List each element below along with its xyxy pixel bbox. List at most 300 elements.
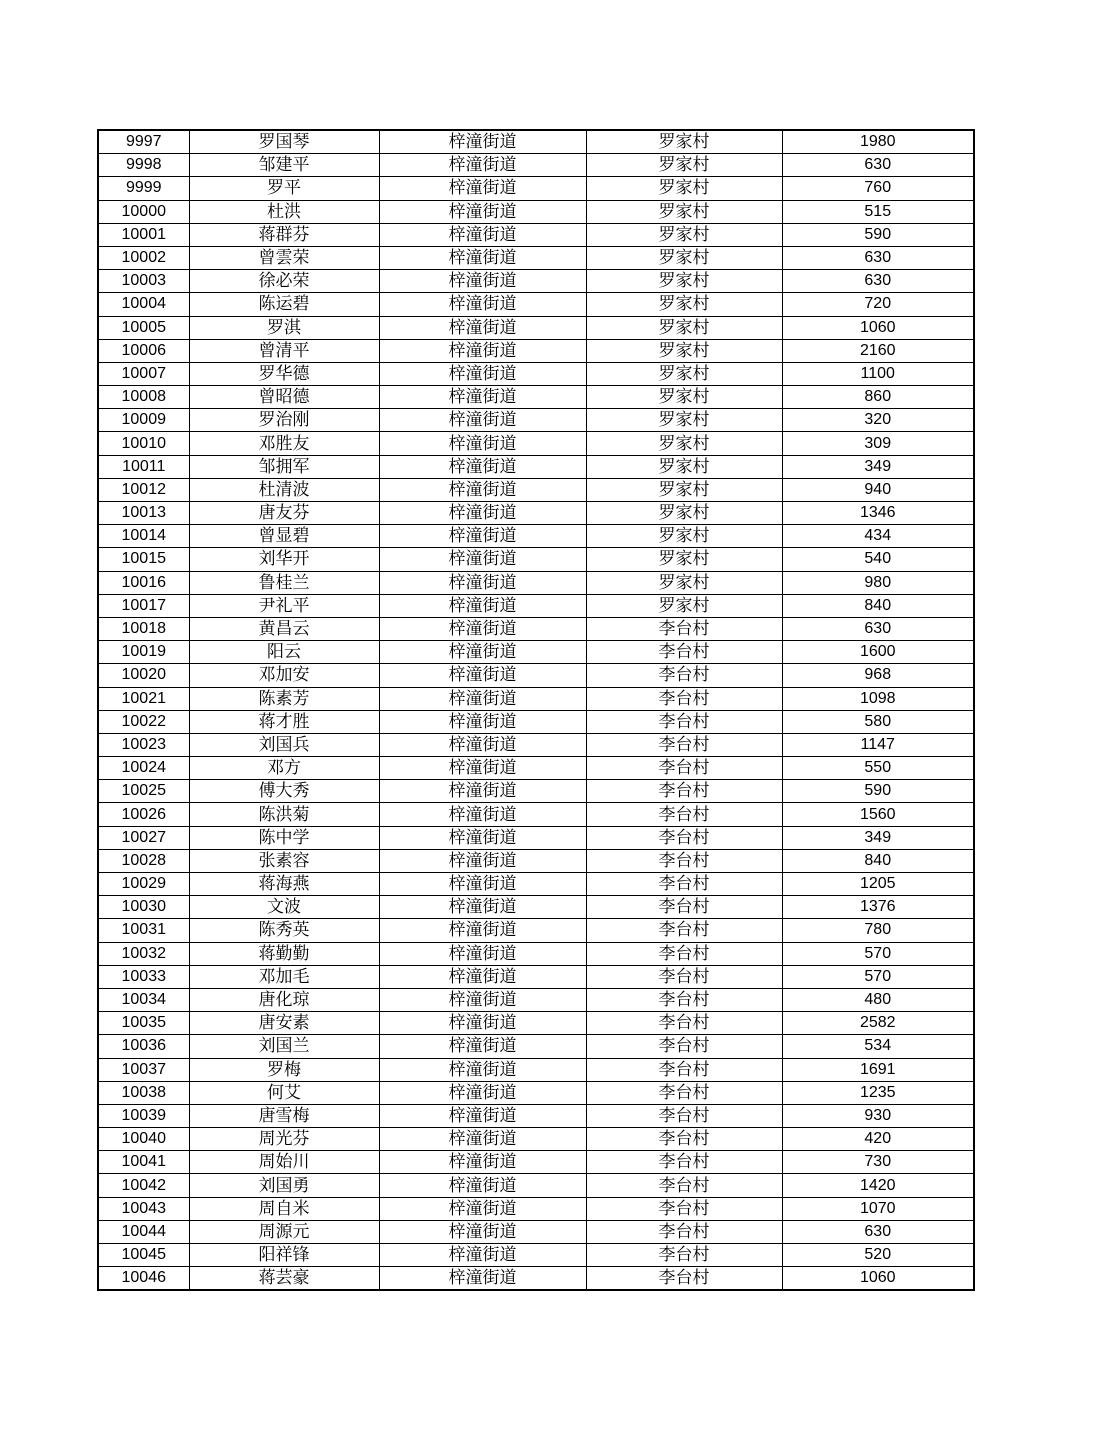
row-number-cell: 10035 — [98, 1012, 189, 1035]
amount-cell: 630 — [782, 246, 974, 269]
table-row — [98, 223, 974, 246]
street-cell: 梓潼街道 — [379, 362, 586, 385]
name-cell: 邓加安 — [189, 664, 379, 687]
table-row — [98, 478, 974, 501]
table-row — [98, 1012, 974, 1035]
name-cell: 尹礼平 — [189, 594, 379, 617]
village-cell: 罗家村 — [586, 177, 782, 200]
amount-cell: 630 — [782, 154, 974, 177]
village-cell: 罗家村 — [586, 386, 782, 409]
amount-cell: 580 — [782, 710, 974, 733]
name-cell: 张素容 — [189, 849, 379, 872]
village-cell: 罗家村 — [586, 362, 782, 385]
name-cell: 邓加毛 — [189, 965, 379, 988]
amount-cell: 1070 — [782, 1197, 974, 1220]
street-cell: 梓潼街道 — [379, 455, 586, 478]
village-cell: 李台村 — [586, 873, 782, 896]
village-cell: 罗家村 — [586, 246, 782, 269]
table-row — [98, 965, 974, 988]
street-cell: 梓潼街道 — [379, 339, 586, 362]
village-cell: 李台村 — [586, 849, 782, 872]
name-cell: 曾昭德 — [189, 386, 379, 409]
table-row — [98, 1151, 974, 1174]
name-cell: 陈洪菊 — [189, 803, 379, 826]
table-row — [98, 942, 974, 965]
name-cell: 傅大秀 — [189, 780, 379, 803]
amount-cell: 1147 — [782, 733, 974, 756]
row-number-cell: 10040 — [98, 1128, 189, 1151]
table-row — [98, 1081, 974, 1104]
name-cell: 曾雲荣 — [189, 246, 379, 269]
table-row — [98, 826, 974, 849]
village-cell: 罗家村 — [586, 432, 782, 455]
village-cell: 罗家村 — [586, 130, 782, 154]
name-cell: 阳云 — [189, 641, 379, 664]
amount-cell: 349 — [782, 455, 974, 478]
table-row — [98, 687, 974, 710]
amount-cell: 630 — [782, 617, 974, 640]
table-row — [98, 1174, 974, 1197]
table-row — [98, 339, 974, 362]
row-number-cell: 10042 — [98, 1174, 189, 1197]
street-cell: 梓潼街道 — [379, 316, 586, 339]
name-cell: 蒋海燕 — [189, 873, 379, 896]
row-number-cell: 10033 — [98, 965, 189, 988]
table-row — [98, 1197, 974, 1220]
name-cell: 邹拥军 — [189, 455, 379, 478]
street-cell: 梓潼街道 — [379, 548, 586, 571]
table-row — [98, 246, 974, 269]
amount-cell: 520 — [782, 1244, 974, 1267]
street-cell: 梓潼街道 — [379, 525, 586, 548]
row-number-cell: 10021 — [98, 687, 189, 710]
row-number-cell: 10020 — [98, 664, 189, 687]
table-row — [98, 919, 974, 942]
village-cell: 罗家村 — [586, 270, 782, 293]
table-row — [98, 270, 974, 293]
row-number-cell: 10022 — [98, 710, 189, 733]
amount-cell: 534 — [782, 1035, 974, 1058]
name-cell: 周自米 — [189, 1197, 379, 1220]
village-cell: 李台村 — [586, 1174, 782, 1197]
amount-cell: 309 — [782, 432, 974, 455]
street-cell: 梓潼街道 — [379, 1174, 586, 1197]
street-cell: 梓潼街道 — [379, 780, 586, 803]
table-row — [98, 641, 974, 664]
table-row — [98, 1035, 974, 1058]
street-cell: 梓潼街道 — [379, 177, 586, 200]
village-cell: 李台村 — [586, 1081, 782, 1104]
street-cell: 梓潼街道 — [379, 1058, 586, 1081]
village-cell: 罗家村 — [586, 409, 782, 432]
table-row — [98, 594, 974, 617]
amount-cell: 515 — [782, 200, 974, 223]
village-cell: 罗家村 — [586, 478, 782, 501]
street-cell: 梓潼街道 — [379, 896, 586, 919]
street-cell: 梓潼街道 — [379, 664, 586, 687]
street-cell: 梓潼街道 — [379, 200, 586, 223]
data-table — [97, 129, 975, 1291]
street-cell: 梓潼街道 — [379, 432, 586, 455]
street-cell: 梓潼街道 — [379, 1081, 586, 1104]
name-cell: 蒋才胜 — [189, 710, 379, 733]
street-cell: 梓潼街道 — [379, 1244, 586, 1267]
village-cell: 李台村 — [586, 1244, 782, 1267]
street-cell: 梓潼街道 — [379, 154, 586, 177]
amount-cell: 2160 — [782, 339, 974, 362]
table-row — [98, 617, 974, 640]
name-cell: 罗梅 — [189, 1058, 379, 1081]
row-number-cell: 10017 — [98, 594, 189, 617]
street-cell: 梓潼街道 — [379, 942, 586, 965]
street-cell: 梓潼街道 — [379, 849, 586, 872]
amount-cell: 420 — [782, 1128, 974, 1151]
street-cell: 梓潼街道 — [379, 502, 586, 525]
amount-cell: 720 — [782, 293, 974, 316]
street-cell: 梓潼街道 — [379, 988, 586, 1011]
name-cell: 邓方 — [189, 757, 379, 780]
table-row — [98, 293, 974, 316]
table-row — [98, 1104, 974, 1127]
village-cell: 李台村 — [586, 641, 782, 664]
name-cell: 蒋芸豪 — [189, 1267, 379, 1291]
amount-cell: 968 — [782, 664, 974, 687]
amount-cell: 1376 — [782, 896, 974, 919]
name-cell: 何艾 — [189, 1081, 379, 1104]
name-cell: 陈素芳 — [189, 687, 379, 710]
table-row — [98, 896, 974, 919]
street-cell: 梓潼街道 — [379, 246, 586, 269]
street-cell: 梓潼街道 — [379, 1012, 586, 1035]
name-cell: 罗治刚 — [189, 409, 379, 432]
row-number-cell: 10009 — [98, 409, 189, 432]
row-number-cell: 10006 — [98, 339, 189, 362]
row-number-cell: 10041 — [98, 1151, 189, 1174]
table-row — [98, 362, 974, 385]
village-cell: 李台村 — [586, 942, 782, 965]
table-row — [98, 803, 974, 826]
table-row — [98, 988, 974, 1011]
table-row — [98, 1244, 974, 1267]
village-cell: 罗家村 — [586, 525, 782, 548]
village-cell: 李台村 — [586, 1197, 782, 1220]
name-cell: 曾显碧 — [189, 525, 379, 548]
amount-cell: 1346 — [782, 502, 974, 525]
name-cell: 鲁桂兰 — [189, 571, 379, 594]
row-number-cell: 10028 — [98, 849, 189, 872]
row-number-cell: 10013 — [98, 502, 189, 525]
village-cell: 罗家村 — [586, 154, 782, 177]
table-row — [98, 873, 974, 896]
village-cell: 李台村 — [586, 1151, 782, 1174]
street-cell: 梓潼街道 — [379, 1151, 586, 1174]
name-cell: 唐安素 — [189, 1012, 379, 1035]
name-cell: 邓胜友 — [189, 432, 379, 455]
name-cell: 文波 — [189, 896, 379, 919]
row-number-cell: 10024 — [98, 757, 189, 780]
street-cell: 梓潼街道 — [379, 386, 586, 409]
village-cell: 李台村 — [586, 826, 782, 849]
street-cell: 梓潼街道 — [379, 757, 586, 780]
table-row — [98, 571, 974, 594]
row-number-cell: 9998 — [98, 154, 189, 177]
village-cell: 李台村 — [586, 664, 782, 687]
row-number-cell: 9997 — [98, 130, 189, 154]
village-cell: 李台村 — [586, 687, 782, 710]
amount-cell: 550 — [782, 757, 974, 780]
table-row — [98, 780, 974, 803]
table-body — [98, 130, 974, 1290]
row-number-cell: 9999 — [98, 177, 189, 200]
row-number-cell: 10043 — [98, 1197, 189, 1220]
row-number-cell: 10005 — [98, 316, 189, 339]
village-cell: 李台村 — [586, 803, 782, 826]
street-cell: 梓潼街道 — [379, 687, 586, 710]
table-row — [98, 432, 974, 455]
amount-cell: 1060 — [782, 316, 974, 339]
street-cell: 梓潼街道 — [379, 1220, 586, 1243]
row-number-cell: 10034 — [98, 988, 189, 1011]
table-row — [98, 455, 974, 478]
village-cell: 罗家村 — [586, 571, 782, 594]
street-cell: 梓潼街道 — [379, 1197, 586, 1220]
amount-cell: 540 — [782, 548, 974, 571]
amount-cell: 570 — [782, 942, 974, 965]
row-number-cell: 10031 — [98, 919, 189, 942]
row-number-cell: 10046 — [98, 1267, 189, 1291]
row-number-cell: 10018 — [98, 617, 189, 640]
name-cell: 唐化琼 — [189, 988, 379, 1011]
name-cell: 蒋勤勤 — [189, 942, 379, 965]
row-number-cell: 10038 — [98, 1081, 189, 1104]
row-number-cell: 10011 — [98, 455, 189, 478]
row-number-cell: 10016 — [98, 571, 189, 594]
row-number-cell: 10044 — [98, 1220, 189, 1243]
row-number-cell: 10004 — [98, 293, 189, 316]
row-number-cell: 10026 — [98, 803, 189, 826]
row-number-cell: 10001 — [98, 223, 189, 246]
name-cell: 刘华开 — [189, 548, 379, 571]
table-row — [98, 525, 974, 548]
amount-cell: 349 — [782, 826, 974, 849]
village-cell: 罗家村 — [586, 339, 782, 362]
street-cell: 梓潼街道 — [379, 965, 586, 988]
name-cell: 罗平 — [189, 177, 379, 200]
amount-cell: 1100 — [782, 362, 974, 385]
name-cell: 唐雪梅 — [189, 1104, 379, 1127]
row-number-cell: 10032 — [98, 942, 189, 965]
amount-cell: 630 — [782, 270, 974, 293]
name-cell: 刘国兵 — [189, 733, 379, 756]
name-cell: 杜清波 — [189, 478, 379, 501]
name-cell: 黄昌云 — [189, 617, 379, 640]
name-cell: 陈运碧 — [189, 293, 379, 316]
village-cell: 罗家村 — [586, 455, 782, 478]
table-row — [98, 386, 974, 409]
village-cell: 李台村 — [586, 988, 782, 1011]
name-cell: 蒋群芬 — [189, 223, 379, 246]
row-number-cell: 10008 — [98, 386, 189, 409]
street-cell: 梓潼街道 — [379, 130, 586, 154]
name-cell: 杜洪 — [189, 200, 379, 223]
street-cell: 梓潼街道 — [379, 223, 586, 246]
row-number-cell: 10003 — [98, 270, 189, 293]
name-cell: 阳祥锋 — [189, 1244, 379, 1267]
amount-cell: 1235 — [782, 1081, 974, 1104]
amount-cell: 860 — [782, 386, 974, 409]
amount-cell: 1420 — [782, 1174, 974, 1197]
street-cell: 梓潼街道 — [379, 919, 586, 942]
village-cell: 李台村 — [586, 1012, 782, 1035]
row-number-cell: 10036 — [98, 1035, 189, 1058]
table-row — [98, 130, 974, 154]
table-row — [98, 664, 974, 687]
row-number-cell: 10010 — [98, 432, 189, 455]
table-row — [98, 733, 974, 756]
amount-cell: 2582 — [782, 1012, 974, 1035]
amount-cell: 760 — [782, 177, 974, 200]
street-cell: 梓潼街道 — [379, 803, 586, 826]
table-row — [98, 409, 974, 432]
table-row — [98, 502, 974, 525]
row-number-cell: 10014 — [98, 525, 189, 548]
name-cell: 曾清平 — [189, 339, 379, 362]
name-cell: 罗淇 — [189, 316, 379, 339]
street-cell: 梓潼街道 — [379, 1104, 586, 1127]
village-cell: 李台村 — [586, 919, 782, 942]
row-number-cell: 10030 — [98, 896, 189, 919]
name-cell: 刘国兰 — [189, 1035, 379, 1058]
table-row — [98, 316, 974, 339]
street-cell: 梓潼街道 — [379, 409, 586, 432]
amount-cell: 840 — [782, 594, 974, 617]
amount-cell: 630 — [782, 1220, 974, 1243]
name-cell: 周始川 — [189, 1151, 379, 1174]
street-cell: 梓潼街道 — [379, 293, 586, 316]
table-row — [98, 849, 974, 872]
village-cell: 李台村 — [586, 896, 782, 919]
table-row — [98, 548, 974, 571]
row-number-cell: 10045 — [98, 1244, 189, 1267]
row-number-cell: 10015 — [98, 548, 189, 571]
street-cell: 梓潼街道 — [379, 1128, 586, 1151]
street-cell: 梓潼街道 — [379, 826, 586, 849]
row-number-cell: 10029 — [98, 873, 189, 896]
amount-cell: 940 — [782, 478, 974, 501]
amount-cell: 1691 — [782, 1058, 974, 1081]
row-number-cell: 10023 — [98, 733, 189, 756]
street-cell: 梓潼街道 — [379, 641, 586, 664]
village-cell: 李台村 — [586, 1128, 782, 1151]
village-cell: 罗家村 — [586, 223, 782, 246]
village-cell: 罗家村 — [586, 502, 782, 525]
street-cell: 梓潼街道 — [379, 1035, 586, 1058]
village-cell: 李台村 — [586, 757, 782, 780]
village-cell: 李台村 — [586, 1267, 782, 1291]
street-cell: 梓潼街道 — [379, 617, 586, 640]
name-cell: 刘国勇 — [189, 1174, 379, 1197]
village-cell: 罗家村 — [586, 316, 782, 339]
village-cell: 李台村 — [586, 617, 782, 640]
table-row — [98, 154, 974, 177]
name-cell: 陈秀英 — [189, 919, 379, 942]
village-cell: 李台村 — [586, 1035, 782, 1058]
table-row — [98, 177, 974, 200]
row-number-cell: 10007 — [98, 362, 189, 385]
amount-cell: 590 — [782, 223, 974, 246]
amount-cell: 730 — [782, 1151, 974, 1174]
row-number-cell: 10002 — [98, 246, 189, 269]
amount-cell: 1060 — [782, 1267, 974, 1291]
village-cell: 李台村 — [586, 780, 782, 803]
row-number-cell: 10012 — [98, 478, 189, 501]
table-row — [98, 710, 974, 733]
street-cell: 梓潼街道 — [379, 270, 586, 293]
street-cell: 梓潼街道 — [379, 1267, 586, 1291]
amount-cell: 1205 — [782, 873, 974, 896]
amount-cell: 1600 — [782, 641, 974, 664]
amount-cell: 570 — [782, 965, 974, 988]
table-row — [98, 1058, 974, 1081]
table-row — [98, 200, 974, 223]
row-number-cell: 10019 — [98, 641, 189, 664]
table-row — [98, 1220, 974, 1243]
amount-cell: 980 — [782, 571, 974, 594]
village-cell: 李台村 — [586, 965, 782, 988]
table-row — [98, 757, 974, 780]
village-cell: 罗家村 — [586, 293, 782, 316]
name-cell: 周源元 — [189, 1220, 379, 1243]
street-cell: 梓潼街道 — [379, 594, 586, 617]
village-cell: 罗家村 — [586, 594, 782, 617]
name-cell: 徐必荣 — [189, 270, 379, 293]
name-cell: 罗华德 — [189, 362, 379, 385]
name-cell: 陈中学 — [189, 826, 379, 849]
amount-cell: 1980 — [782, 130, 974, 154]
street-cell: 梓潼街道 — [379, 733, 586, 756]
street-cell: 梓潼街道 — [379, 478, 586, 501]
table-row — [98, 1128, 974, 1151]
row-number-cell: 10037 — [98, 1058, 189, 1081]
village-cell: 李台村 — [586, 1104, 782, 1127]
amount-cell: 780 — [782, 919, 974, 942]
village-cell: 李台村 — [586, 1058, 782, 1081]
village-cell: 李台村 — [586, 710, 782, 733]
row-number-cell: 10025 — [98, 780, 189, 803]
street-cell: 梓潼街道 — [379, 571, 586, 594]
village-cell: 罗家村 — [586, 200, 782, 223]
name-cell: 罗国琴 — [189, 130, 379, 154]
amount-cell: 480 — [782, 988, 974, 1011]
row-number-cell: 10000 — [98, 200, 189, 223]
amount-cell: 590 — [782, 780, 974, 803]
amount-cell: 930 — [782, 1104, 974, 1127]
village-cell: 罗家村 — [586, 548, 782, 571]
village-cell: 李台村 — [586, 733, 782, 756]
name-cell: 周光芬 — [189, 1128, 379, 1151]
name-cell: 唐友芬 — [189, 502, 379, 525]
amount-cell: 434 — [782, 525, 974, 548]
amount-cell: 840 — [782, 849, 974, 872]
street-cell: 梓潼街道 — [379, 873, 586, 896]
village-cell: 李台村 — [586, 1220, 782, 1243]
amount-cell: 320 — [782, 409, 974, 432]
table-row — [98, 1267, 974, 1291]
amount-cell: 1098 — [782, 687, 974, 710]
name-cell: 邹建平 — [189, 154, 379, 177]
row-number-cell: 10027 — [98, 826, 189, 849]
row-number-cell: 10039 — [98, 1104, 189, 1127]
